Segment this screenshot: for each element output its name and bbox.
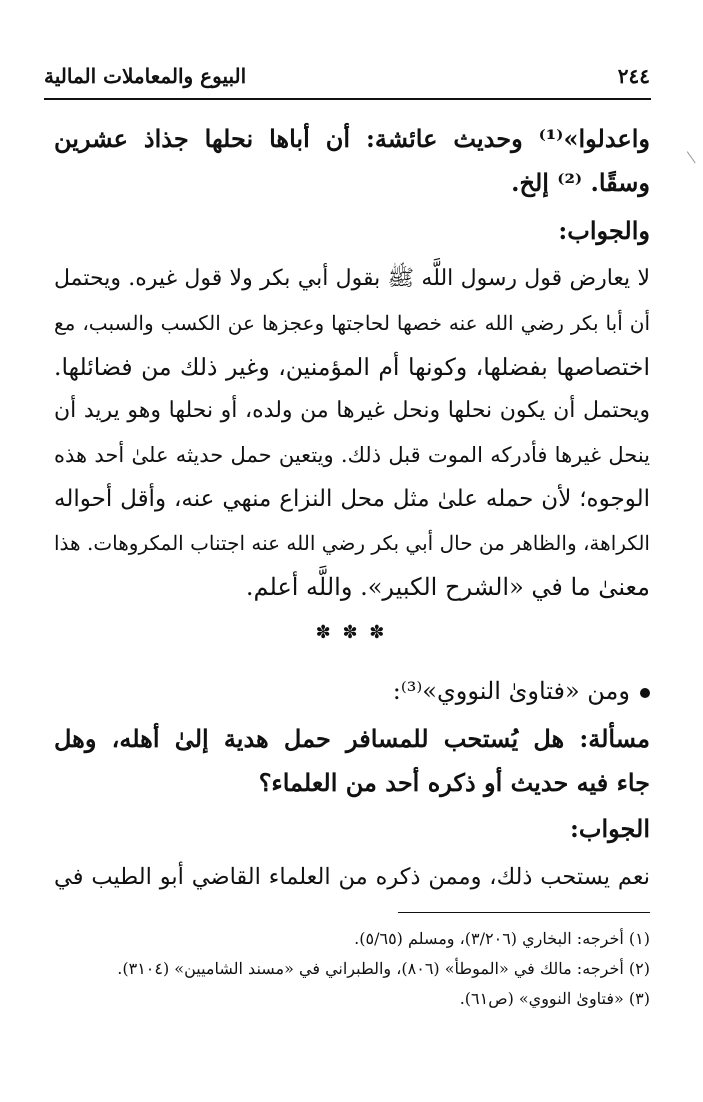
question-line-1: مسألة: هل يُستحب للمسافر حمل هدية إلىٰ أهله، وهل	[54, 724, 650, 753]
bullet-icon	[640, 688, 650, 698]
answer-line-4: ويحتمل أن يكون نحلها ونحل غيرها من ولده، أو نحلها وهو يريد أن	[54, 398, 650, 423]
answer-line-5: ينحل غيرها فأدركه الموت قبل ذلك. ويتعين حمل حديثه علىٰ أحد هذه	[54, 443, 650, 467]
footnote-rule	[398, 912, 650, 913]
footnote-2: (٢) أخرجه: مالك في «الموطأ» (٨٠٦)، والطبراني في «مسند الشاميين» (٣١٠٤).	[117, 959, 650, 978]
question-line-2: جاء فيه حديث أو ذكره أحد من العلماء؟	[258, 768, 650, 797]
answer-line-3: اختصاصها بفضلها، وكونها أم المؤمنين، وغير ذلك من فضائلها.	[54, 353, 650, 381]
footnote-3: (٣) «فتاوىٰ النووي» (ص٦١).	[459, 989, 650, 1008]
answer-line-8: معنىٰ ما في «الشرح الكبير». واللَّه أعلم.	[245, 573, 650, 601]
footnote-1: (١) أخرجه: البخاري (٣/٢٠٦)، ومسلم (٥/٦٥).	[354, 929, 650, 948]
answer-line-1: لا يعارض قول رسول اللَّه ﷺ بقول أبي بكر ولا قول غيره. ويحتمل	[54, 266, 650, 291]
answer-line-2: أن أبا بكر رضي الله عنه خصها لحاجتها وعجزها عن الكسب والسبب، مع	[54, 311, 650, 335]
answer-heading: والجواب:	[558, 216, 650, 245]
source-text: ومن «فتاوىٰ النووي»⁽³⁾:	[392, 677, 630, 705]
margin-mark	[687, 147, 702, 164]
running-header	[44, 58, 650, 94]
top-paragraph-line-1: واعدلوا»⁽¹⁾ وحديث عائشة: أن أباها نحلها جذاذ عشرين	[54, 124, 650, 153]
chapter-title: البيوع والمعاملات المالية	[44, 64, 247, 88]
source-line	[393, 674, 650, 708]
top-paragraph-line-2: وسقًا. ⁽²⁾ إلخ.	[511, 168, 650, 197]
answer-line-6: الوجوه؛ لأن حمله علىٰ مثل محل النزاع منهي عنه، وأقل أحواله	[54, 486, 650, 512]
answer2-line-1: نعم يستحب ذلك، وممن ذكره من العلماء القاضي أبو الطيب في	[54, 864, 650, 890]
answer-line-7: الكراهة، والظاهر من حال أبي بكر رضي الله عنه اجتناب المكروهات. هذا	[54, 531, 650, 555]
section-separator: ✽ ✽ ✽	[315, 622, 388, 643]
answer2-heading: الجواب:	[570, 814, 650, 843]
page-number: ٢٤٤	[617, 64, 650, 88]
header-rule	[44, 98, 651, 100]
